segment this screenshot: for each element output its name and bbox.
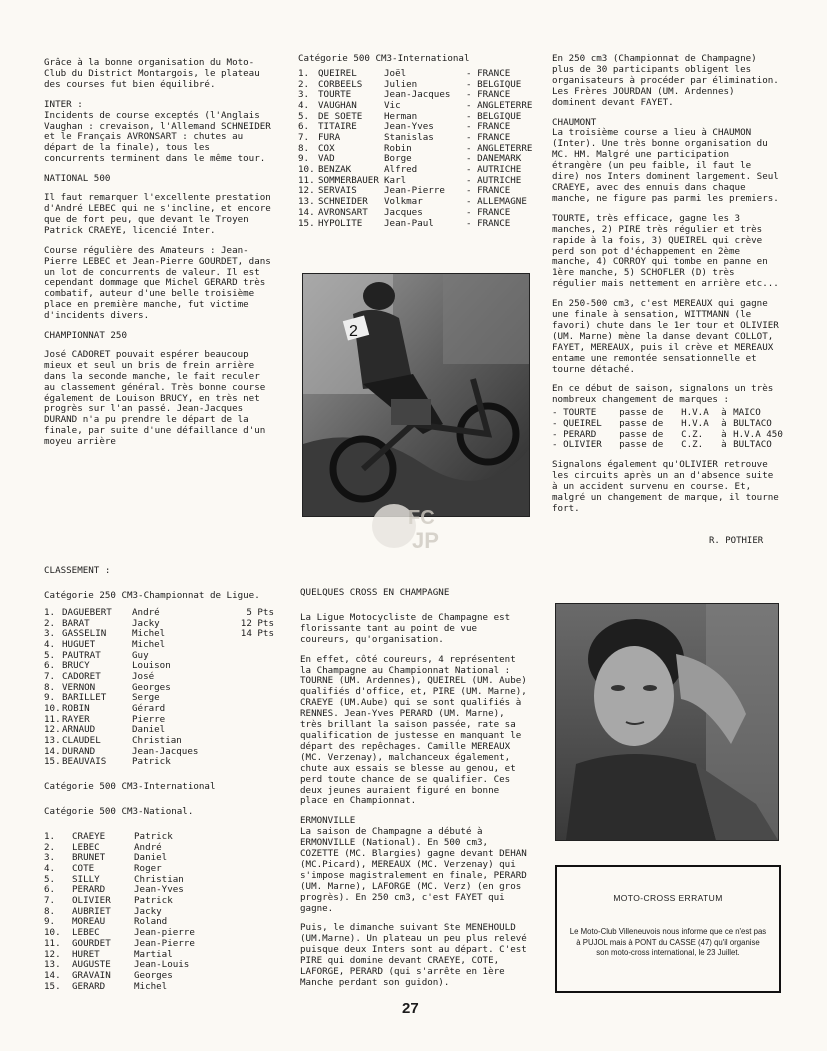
rider-name: OLIVIER: [563, 439, 602, 451]
rank: 10.: [298, 164, 315, 176]
last-name: SCHNEIDER: [318, 196, 368, 208]
dash: -: [466, 153, 478, 165]
rank: 5.: [44, 873, 56, 885]
rank: 11.: [44, 713, 61, 725]
last-name: HURET: [72, 948, 100, 960]
last-name: TOURTE: [318, 89, 352, 101]
country: ANGLETERRE: [477, 142, 533, 154]
rank: 8.: [44, 905, 56, 917]
first-name: Daniel: [134, 852, 168, 864]
first-name: Alfred: [384, 164, 418, 176]
last-name: RAYER: [62, 713, 90, 725]
first-name: Jean-pierre: [134, 927, 195, 939]
last-name: DE SOETE: [318, 110, 363, 122]
rank: 13.: [298, 196, 315, 208]
national-paragraph-2: Course régulière des Amateurs : Jean-Pierre LEBEC et Jean-Pierre GOURDET, dans un lot de concurrents de valeur. Il est cependant dommage que Michel GERARD très combatif, auteur d'une belle troisième place en première manche, fut victime d'incidents divers.: [44, 244, 277, 322]
last-name: GOURDET: [72, 937, 111, 949]
rank: 1.: [44, 606, 56, 618]
country: BELGIQUE: [477, 78, 522, 90]
rider-photo: [302, 273, 530, 517]
international-results: [298, 54, 534, 229]
first-name: Michel: [134, 980, 168, 992]
first-name: Daniel: [132, 724, 166, 736]
first-name: Michel: [132, 638, 166, 650]
first-name: Georges: [134, 969, 173, 981]
rank: 8.: [298, 142, 310, 154]
last-name: CADORET: [62, 670, 101, 682]
last-name: BRUNET: [72, 852, 106, 864]
a-word: à: [721, 407, 727, 419]
country: FRANCE: [477, 217, 511, 229]
country: FRANCE: [477, 121, 511, 133]
dash: -: [466, 67, 478, 79]
last-name: CLAUDEL: [62, 735, 101, 747]
first-name: Martial: [134, 948, 173, 960]
first-name: Pierre: [132, 713, 166, 725]
first-name: Patrick: [132, 756, 171, 768]
passe-de: passe de: [619, 439, 664, 451]
dash: -: [466, 99, 478, 111]
rank: 14.: [44, 969, 61, 981]
left-column: [44, 57, 277, 457]
ligue-row: [44, 757, 284, 768]
country: ANGLETERRE: [477, 99, 533, 111]
a-word: à: [721, 417, 727, 429]
dash: -: [552, 439, 564, 451]
last-name: BENZAK: [318, 164, 352, 176]
rank: 1.: [44, 830, 56, 842]
dash: -: [466, 206, 478, 218]
points: 12 Pts: [240, 617, 274, 629]
first-name: Serge: [132, 692, 160, 704]
international-500-heading: Catégorie 500 CM3-International: [44, 781, 216, 793]
dash: -: [466, 142, 478, 154]
ermonville-heading: ERMONVILLE: [300, 815, 356, 827]
motocross-rider-image: [303, 274, 529, 516]
last-name: PERARD: [72, 884, 106, 896]
rider-name: PERARD: [563, 428, 597, 440]
ligue-heading: Catégorie 250 CM3-Championnat de Ligue.: [44, 589, 260, 601]
rank: 2.: [298, 78, 310, 90]
result-row: [298, 69, 534, 80]
last-name: ARNAUD: [62, 724, 96, 736]
to-brand: MAICO: [733, 407, 761, 419]
country: FRANCE: [477, 67, 511, 79]
country: AUTRICHE: [477, 164, 522, 176]
passe-de: passe de: [619, 407, 664, 419]
first-name: Patrick: [134, 895, 173, 907]
country: DANEMARK: [477, 153, 522, 165]
first-name: Jean-Louis: [134, 959, 190, 971]
ligue-row: [44, 608, 284, 619]
first-name: Herman: [384, 110, 418, 122]
last-name: DURAND: [62, 745, 96, 757]
dash: -: [466, 121, 478, 133]
first-name: Roland: [134, 916, 168, 928]
dash: -: [466, 132, 478, 144]
national-row: [44, 982, 284, 993]
classement-section: [44, 566, 284, 992]
rank: 14.: [298, 206, 315, 218]
last-name: LEBEC: [72, 927, 100, 939]
last-name: COTE: [72, 863, 95, 874]
last-name: BARAT: [62, 617, 90, 629]
last-name: GRAVAIN: [72, 969, 111, 981]
first-name: Joël: [384, 67, 407, 79]
rank: 10.: [44, 927, 61, 939]
to-brand: BULTACO: [733, 417, 772, 429]
points: 5 Pts: [246, 606, 274, 618]
rank: 7.: [44, 670, 56, 682]
country: FRANCE: [477, 185, 511, 197]
last-name: HUGUET: [62, 638, 96, 650]
portrait-photo: [555, 603, 779, 841]
right-paragraph-3: TOURTE, très efficace, gagne les 3 manches, 2) PIRE très régulier et très rapide à la fois, 3) QUEIREL qui crève perd son pot d'échappement en 2ème manche, 4) CORROY qui tombe en panne en 1ère manche, 5) SCHOFLER (D) très régulier mais nettement en arrière etc...: [552, 212, 779, 290]
last-name: OLIVIER: [72, 895, 111, 907]
first-name: Christian: [134, 873, 184, 885]
rank: 13.: [44, 959, 61, 971]
rank: 9.: [298, 153, 310, 165]
championnat-250-heading: CHAMPIONNAT 250: [44, 330, 127, 342]
svg-text:2: 2: [349, 323, 358, 340]
last-name: BRUCY: [62, 660, 90, 672]
dash: -: [466, 89, 478, 101]
passe-de: passe de: [619, 417, 664, 429]
dash: -: [466, 174, 478, 186]
rank: 11.: [44, 937, 61, 949]
rank: 2.: [44, 841, 56, 853]
first-name: Guy: [132, 649, 149, 661]
last-name: CRAEYE: [72, 830, 106, 842]
right-paragraph-5: En ce début de saison, signalons un très nombreux changement de marques :: [552, 383, 779, 406]
first-name: Roger: [134, 863, 162, 874]
rank: 7.: [298, 132, 310, 144]
first-name: Jean-Pierre: [384, 185, 445, 197]
ligue-list: [44, 608, 284, 768]
right-paragraph-4: En 250-500 cm3, c'est MEREAUX qui gagne une finale à sensation, WITTMANN (le favori) chute dans le 1er tour et OLIVIER (UM. Marne) mène la danse devant COLLOT, FAYET, MEREAUX, puis il crève et MEREAUX entame une remontée sensationnelle et tourne détaché.: [552, 298, 785, 375]
chaumont-heading: CHAUMONT: [552, 116, 597, 128]
dash: -: [552, 407, 564, 419]
right-paragraph-6: Signalons également qu'OLIVIER retrouve les circuits après un an d'absence suite à un accident survenu en course. Et, malgré un changement de marque, il tourne fort.: [552, 459, 785, 514]
first-name: Gérard: [132, 703, 166, 714]
author-signature: R. POTHIER: [709, 536, 764, 546]
first-name: Jean-Jacques: [384, 89, 451, 101]
last-name: SOMMERBAUER: [318, 174, 379, 186]
quelques-paragraph-2: En effet, côté coureurs, 4 représentent la Champagne au Championnat National : TOURNE (UM. Ardennes), QUEIREL (UM. Aube) qualifiés d'office, et, PIRE (UM. Marne), CRAEYE (UM.Aube) qui se sont qualifiés à RENNES. Jean-Yves PERARD (UM. Marne), très brillant la saison passée, rate sa qualification de justesse en manquant le départ des repêchages. Camille MEREAUX (MC. Verzenay), malchanceux également, chute aux essais se blesse au genou, et perd toute chance de se qualifier. Ces deux jeunes auraient figuré en bonne place en Championnat.: [300, 653, 533, 807]
rank: 12.: [44, 724, 61, 736]
rider-portrait-image: [556, 604, 778, 840]
erratum-box: [555, 865, 781, 993]
quelques-paragraph-3: La saison de Champagne a débuté à ERMONVILLE (National). En 500 cm3, COZETTE (MC. Blargies) gagne devant DEHAN (MC.Picard), MEREAUX (MC. Verzenay) qui s'impose magistralement en finale, PERARD (UM. Marne), LAFORGE (MC. Verz) (en gros progrès). En 250 cm3, c'est FAYET qui gagne.: [300, 826, 533, 914]
rank: 2.: [44, 617, 56, 629]
first-name: Louison: [132, 660, 171, 672]
last-name: QUEIREL: [318, 67, 357, 79]
first-name: José: [132, 670, 155, 682]
first-name: André: [132, 606, 160, 618]
first-name: Robin: [384, 142, 412, 154]
last-name: FURA: [318, 132, 341, 144]
rank: 4.: [44, 863, 56, 874]
first-name: Georges: [132, 681, 171, 693]
rank: 5.: [44, 649, 56, 661]
last-name: VAUGHAN: [318, 99, 357, 111]
quelques-cross-section: [300, 587, 533, 998]
national-list: [44, 832, 284, 992]
first-name: Jacques: [384, 206, 423, 218]
national-row: [44, 939, 284, 950]
first-name: Jean-Yves: [384, 121, 434, 133]
country: BELGIQUE: [477, 110, 522, 122]
international-heading: Catégorie 500 CM3-International: [298, 53, 470, 64]
rank: 4.: [298, 99, 310, 111]
from-brand: H.V.A: [681, 407, 709, 419]
rider-name: QUEIREL: [563, 417, 602, 429]
last-name: AUGUSTE: [72, 959, 111, 971]
dash: -: [466, 196, 478, 208]
international-list: [298, 69, 534, 229]
last-name: AVRONSART: [318, 206, 368, 218]
last-name: MOREAU: [72, 916, 106, 928]
dash: -: [552, 428, 564, 440]
first-name: Jacky: [134, 905, 162, 917]
last-name: BARILLET: [62, 692, 107, 704]
right-paragraph-1: En 250 cm3 (Championnat de Champagne) plus de 30 participants obligent les organisateurs à procéder par élimination. Les Frères JOURDAN (UM. Ardennes) dominent devant FAYET.: [552, 53, 785, 108]
country: FRANCE: [477, 132, 511, 144]
last-name: TITAIRE: [318, 121, 357, 133]
country: ALLEMAGNE: [477, 196, 527, 208]
from-brand: C.Z.: [681, 428, 704, 440]
last-name: PAUTRAT: [62, 649, 101, 661]
dash: -: [466, 110, 478, 122]
first-name: Jean-Jacques: [132, 745, 199, 757]
from-brand: C.Z.: [681, 439, 704, 451]
last-name: SERVAIS: [318, 185, 357, 197]
rank: 11.: [298, 174, 315, 186]
national-500-heading: NATIONAL 500: [44, 173, 111, 185]
rank: 9.: [44, 692, 56, 704]
a-word: à: [721, 428, 727, 440]
rider-name: TOURTE: [563, 407, 597, 419]
quelques-paragraph-1: La Ligue Motocycliste de Champagne est florissante tant au point de vue coureurs, qu'organisation.: [300, 611, 516, 645]
first-name: Christian: [132, 735, 182, 747]
rank: 3.: [298, 89, 310, 101]
from-brand: H.V.A: [681, 417, 709, 429]
dash: -: [466, 164, 478, 176]
last-name: VERNON: [62, 681, 96, 693]
rank: 3.: [44, 628, 56, 640]
rank: 3.: [44, 852, 56, 864]
last-name: DAGUEBERT: [62, 606, 112, 618]
rank: 7.: [44, 895, 56, 907]
svg-text:FC: FC: [408, 507, 435, 529]
first-name: Vic: [384, 99, 401, 111]
first-name: Jacky: [132, 617, 160, 629]
erratum-body: Le Moto-Club Villeneuvois nous informe que ce n'est pas à PUJOL mais à PONT du CASSE (47) qu'il organise son moto-cross international, le 23 Juillet.: [569, 927, 767, 958]
last-name: SILLY: [72, 873, 100, 885]
first-name: André: [134, 841, 162, 853]
inter-paragraph: Incidents de course exceptés (l'Anglais Vaughan : crevaison, l'Allemand SCHNEIDER et le Français AVRONSART : chutes au départ de la finale), tous les concurrents terminent dans le même tour.: [44, 109, 277, 165]
rank: 6.: [44, 884, 56, 896]
quelques-title: QUELQUES CROSS EN CHAMPAGNE: [300, 587, 450, 598]
right-paragraph-2: La troisième course a lieu à CHAUMON (Inter). Une très bonne organisation du MC. HM. Malgré une participation étrangère (un peu faible, il faut le dire) nos Inters dominent largement. Seul CRAEYE, avec des ennuis dans chaque manche, ne figure pas parmi les premiers.: [552, 127, 785, 204]
inter-heading: INTER :: [44, 98, 83, 110]
first-name: Borge: [384, 153, 412, 165]
quelques-paragraph-4: Puis, le dimanche suivant Ste MENEHOULD (UM.Marne). Un plateau un peu plus relevé puisque deux Inters sont au départ. C'est PIRE qui domine devant CRAEYE, COTE, LAFORGE, PERARD (qui s'arrête en 1ère Manche perdant son guidon).: [300, 922, 533, 988]
rank: 8.: [44, 681, 56, 693]
result-row: [298, 208, 534, 219]
rank: 15.: [298, 217, 315, 229]
first-name: Jean-Paul: [384, 217, 434, 229]
last-name: HYPOLITE: [318, 217, 363, 229]
result-row: [298, 219, 534, 230]
passe-de: passe de: [619, 428, 664, 440]
national-500-list-heading: Catégorie 500 CM3-National.: [44, 806, 194, 818]
last-name: AUBRIET: [72, 905, 111, 917]
first-name: Stanislas: [384, 132, 434, 144]
rank: 10.: [44, 703, 61, 714]
brand-change-row: [552, 440, 780, 451]
dash: -: [466, 185, 478, 197]
rank: 13.: [44, 735, 61, 747]
dash: -: [466, 78, 478, 90]
last-name: COX: [318, 142, 335, 154]
first-name: Patrick: [134, 830, 173, 842]
to-brand: BULTACO: [733, 439, 772, 451]
first-name: Volkmar: [384, 196, 423, 208]
intro-paragraph: Grâce à la bonne organisation du Moto-Club du District Montargois, le plateau des courses fut bien équilibré.: [44, 57, 266, 90]
ligue-row: [44, 640, 284, 651]
a-word: à: [721, 439, 727, 451]
first-name: Julien: [384, 78, 418, 90]
country: FRANCE: [477, 206, 511, 218]
rank: 1.: [298, 67, 310, 79]
last-name: CORBEELS: [318, 78, 363, 90]
rank: 15.: [44, 756, 61, 768]
last-name: BEAUVAIS: [62, 756, 107, 768]
last-name: VAD: [318, 153, 335, 165]
first-name: Jean-Pierre: [134, 937, 195, 949]
dash: -: [466, 217, 478, 229]
country: AUTRICHE: [477, 174, 522, 186]
national-paragraph-1: Il faut remarquer l'excellente prestation d'André LEBEC qui ne s'incline, et encore que de fort peu, que devant le Troyen Patrick CRAEYE, licencié Inter.: [44, 192, 277, 236]
rank: 6.: [44, 660, 56, 672]
rank: 6.: [298, 121, 310, 133]
erratum-title: MOTO-CROSS ERRATUM: [613, 893, 723, 903]
national-row: [44, 971, 284, 982]
rank: 15.: [44, 980, 61, 992]
watermark-logo: [366, 496, 456, 556]
dash: -: [552, 417, 564, 429]
first-name: Jean-Yves: [134, 884, 184, 896]
first-name: Karl: [384, 174, 407, 186]
page-number: 27: [402, 1000, 419, 1017]
rank: 5.: [298, 110, 310, 122]
svg-text:JP: JP: [412, 528, 439, 553]
rank: 4.: [44, 638, 56, 650]
points: 14 Pts: [240, 628, 274, 640]
last-name: GASSELIN: [62, 628, 107, 640]
rank: 9.: [44, 916, 56, 928]
classement-title: CLASSEMENT :: [44, 565, 111, 576]
last-name: LEBEC: [72, 841, 100, 853]
rank: 12.: [44, 948, 61, 960]
country: FRANCE: [477, 89, 511, 101]
last-name: GERARD: [72, 980, 106, 992]
to-brand: H.V.A 450: [733, 428, 783, 440]
brand-changes-list: [552, 407, 783, 451]
rank: 14.: [44, 745, 61, 757]
rank: 12.: [298, 185, 315, 197]
championnat-paragraph: José CADORET pouvait espérer beaucoup mieux et seul un bris de frein arrière dans la seconde manche, le fait reculer au classement général. Très bonne course également de Louison BRUCY, en très net progrès sur l'an passé. Jean-Jacques DURAND n'a pu prendre le départ de la finale, par suite d'une défaillance d'un moyeu arrière: [44, 348, 271, 448]
first-name: Michel: [132, 628, 166, 640]
last-name: ROBIN: [62, 703, 90, 714]
right-column: [552, 53, 785, 524]
